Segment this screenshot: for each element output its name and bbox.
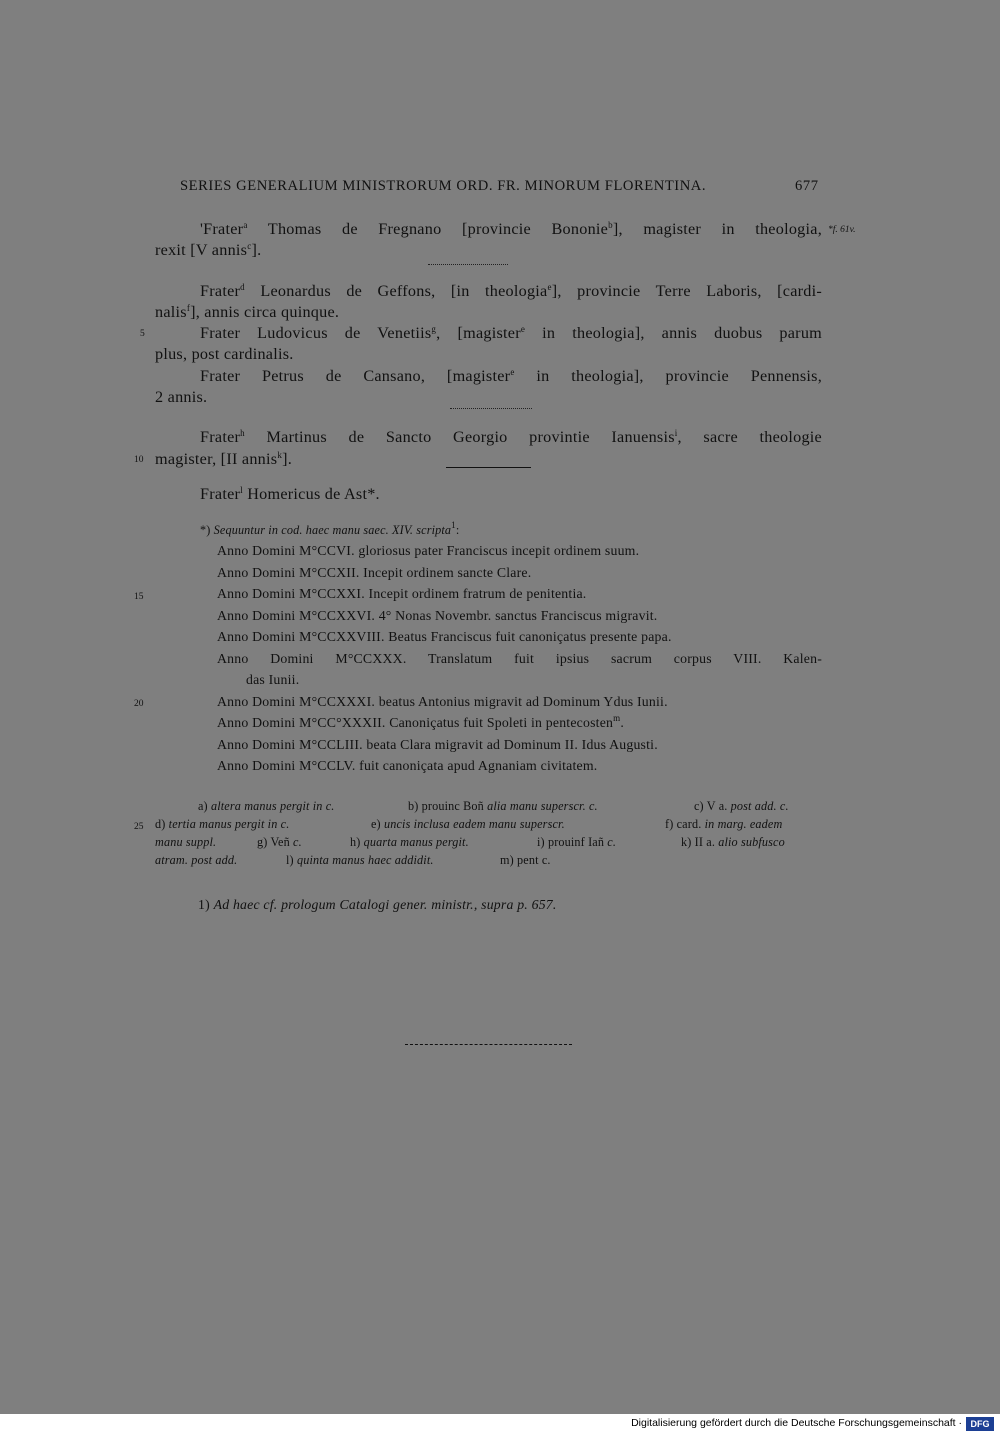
apparatus-note-l: l) quinta manus haec addidit. xyxy=(286,853,434,867)
entry-homericus: Frater$^l$ Homericus de Ast*. xyxy=(200,485,380,503)
annal-line: Anno Domini M°CCXXVI. 4° Nonas Novembr. sanctus Franciscus migravit. xyxy=(217,608,658,623)
apparatus-note-f-cont: manu suppl. xyxy=(155,835,217,849)
entry-ludovicus-line-2: plus, post cardinalis. xyxy=(155,345,294,363)
separator-dotted xyxy=(428,264,508,265)
annal-line: Anno Domini M°CCXXX. Translatum fuit ipsius sacrum corpus VIII. Kalen- xyxy=(217,651,822,666)
apparatus-note-h: h) quarta manus pergit. xyxy=(350,835,469,849)
apparatus-note-e: e) uncis inclusa eadem manu superscr. xyxy=(371,817,565,831)
page-title: SERIES GENERALIUM MINISTRORUM ORD. FR. MINORUM FLORENTINA. xyxy=(180,178,707,194)
annal-line: Anno Domini M°CCXXXI. beatus Antonius migravit ad Dominum Ydus Iunii. xyxy=(217,694,668,709)
entry-ludovicus-line-1: Frater Ludovicus de Venetiis$^g$, [magister$^e$ in theologia], annis duobus parum xyxy=(200,324,823,342)
apparatus-note-c: c) V a. post add. c. xyxy=(694,799,789,813)
line-number: 20 xyxy=(134,699,144,709)
annal-line: das Iunii. xyxy=(246,672,300,687)
annal-line: Anno Domini M°CCXXVIII. Beatus Franciscus fuit canoniçatus presente papa. xyxy=(217,629,672,644)
footer-credit: Digitalisierung gefördert durch die Deutsche Forschungsgemeinschaft · xyxy=(631,1417,962,1429)
annal-line: Anno Domini M°CCLV. fuit canoniçata apud Agnaniam civitatem. xyxy=(217,758,598,773)
annal-line: Anno Domini M°CCXXI. Incepit ordinem fratrum de penitentia. xyxy=(217,586,587,601)
apparatus-note-m: m) pent c. xyxy=(500,853,551,867)
apparatus-note-k-cont: atram. post add. xyxy=(155,853,238,867)
line-number: 10 xyxy=(134,455,144,465)
dfg-logo-icon[interactable]: DFG xyxy=(966,1417,994,1431)
separator-dotted xyxy=(450,408,532,409)
entry-thomas-line-1: 'Frater$^a$ Thomas de Fregnano [provincie Bononie$^b$], magister in theologia, xyxy=(200,220,822,238)
line-number: 15 xyxy=(134,592,144,602)
apparatus-note-b: b) prouinc Boñ alia manu superscr. c. xyxy=(408,799,598,813)
apparatus-line-1: a) altera manus pergit in c. xyxy=(198,799,335,813)
line-number: 5 xyxy=(140,329,145,339)
digitization-footer xyxy=(0,1414,1000,1434)
apparatus-note-g: g) Veñ c. xyxy=(257,835,302,849)
entry-petrus-line-2: 2 annis. xyxy=(155,388,208,406)
running-header xyxy=(180,178,819,195)
apparatus-note-f: f) card. in marg. eadem xyxy=(665,817,783,831)
entry-martinus-line-1: Frater$^h$ Martinus de Sancto Georgio provintie Ianuensis$^i$, sacre theologie xyxy=(200,428,822,446)
line-number: 25 xyxy=(134,822,144,832)
entry-petrus-line-1: Frater Petrus de Cansano, [magister$^e$ in theologia], provincie Pennensis, xyxy=(200,367,822,385)
margin-folio-note: *f. 61v. xyxy=(828,225,856,235)
page-number: 677 xyxy=(795,178,819,194)
apparatus-note-i: i) prouinf Iañ c. xyxy=(537,835,617,849)
entry-martinus-line-2: magister, [II annis$^k$]. xyxy=(155,450,293,468)
entry-leonardus-line-1: Frater$^d$ Leonardus de Geffons, [in theologia$^e$], provincie Terre Laboris, [cardi- xyxy=(200,282,823,300)
entry-leonardus-line-2: nalis$^f$], annis circa quinque. xyxy=(155,303,340,321)
separator-rule xyxy=(446,467,531,468)
annal-line: Anno Domini M°CCXII. Incepit ordinem sancte Clare. xyxy=(217,565,532,580)
annal-line: Anno Domini M°CC°XXXII. Canoniçatus fuit Spoleti in pentecosten$^m$. xyxy=(217,713,624,730)
annal-line: Anno Domini M°CCVI. gloriosus pater Franciscus incepit ordinem suum. xyxy=(217,543,640,558)
footnote: 1) Ad haec cf. prologum Catalogi gener. ministr., supra p. 657. xyxy=(198,897,557,912)
end-rule xyxy=(405,1044,572,1045)
entry-thomas-line-2: rexit [V annis$^c$]. xyxy=(155,241,262,259)
apparatus-note-k: k) II a. alio subfusco xyxy=(681,835,785,849)
annals-intro: *) Sequuntur in cod. haec manu saec. XIV. scripta$^1$: xyxy=(200,520,460,537)
annal-line: Anno Domini M°CCLIII. beata Clara migravit ad Dominum II. Idus Augusti. xyxy=(217,737,658,752)
apparatus-note-d: d) tertia manus pergit in c. xyxy=(155,817,290,831)
